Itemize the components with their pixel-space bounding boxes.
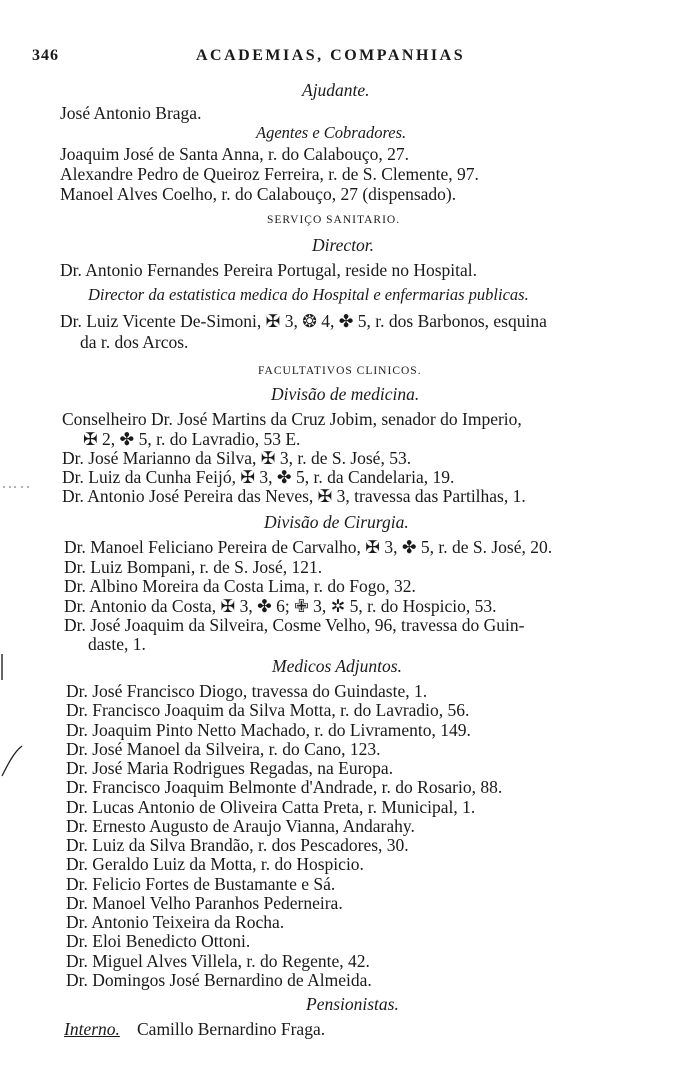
entry-line: Dr. Antonio Fernandes Pereira Portugal, reside no Hospital. xyxy=(60,260,478,280)
entry-line: Dr. Joaquim Pinto Netto Machado, r. do Livramento, 149. xyxy=(66,720,471,740)
entry-line: Dr. Francisco Joaquim Belmonte d'Andrade, r. do Rosario, 88. xyxy=(66,777,503,797)
entry-line: Dr. Eloi Benedicto Ottoni. xyxy=(66,931,251,951)
entry-line: Alexandre Pedro de Queiroz Ferreira, r. de S. Clemente, 97. xyxy=(60,164,479,184)
entry-line: Dr. José Maria Rodrigues Regadas, na Europa. xyxy=(66,758,394,778)
entry-line: Dr. José Joaquim da Silveira, Cosme Velho, 96, travessa do Guin- xyxy=(64,615,525,635)
section-heading-ajudante: Ajudante. xyxy=(302,80,370,100)
entry-line: Dr. Manoel Feliciano Pereira de Carvalho, ✠ 3, ✤ 5, r. de S. José, 20. xyxy=(64,537,553,557)
section-heading-cirurgia: Divisão de Cirurgia. xyxy=(264,512,409,532)
section-heading-agentes: Agentes e Cobradores. xyxy=(256,123,407,142)
entry-line: Joaquim José de Santa Anna, r. do Calabouço, 27. xyxy=(60,144,409,164)
entry-line: Manoel Alves Coelho, r. do Calabouço, 27 (dispensado). xyxy=(60,184,457,204)
entry-line: Dr. Felicio Fortes de Bustamante e Sá. xyxy=(66,874,336,894)
entry-line: Dr. Luiz da Silva Brandão, r. dos Pescadores, 30. xyxy=(66,835,409,855)
entry-line: Dr. Luiz Vicente De-Simoni, ✠ 3, ❂ 4, ✤ 5, r. dos Barbonos, esquina xyxy=(60,311,547,331)
entry-line: Camillo Bernardino Fraga. xyxy=(137,1019,326,1039)
margin-dots xyxy=(0,483,34,491)
entry-line: Dr. José Manoel da Silveira, r. do Cano, 123. xyxy=(66,739,381,759)
section-heading-director: Director. xyxy=(312,235,375,255)
section-heading-servico-sanitario: SERVIÇO SANITARIO. xyxy=(267,214,401,226)
entry-line: Dr. Lucas Antonio de Oliveira Catta Preta, r. Municipal, 1. xyxy=(66,797,476,817)
entry-line: Dr. Geraldo Luiz da Motta, r. do Hospicio. xyxy=(66,854,364,874)
entry-line-continuation: daste, 1. xyxy=(88,634,146,654)
entry-line-continuation: ✠ 2, ✤ 5, r. do Lavradio, 53 E. xyxy=(83,429,301,449)
section-heading-pensionistas: Pensionistas. xyxy=(306,994,399,1014)
margin-edge-mark xyxy=(0,652,6,682)
entry-line: Dr. Antonio da Costa, ✠ 3, ✤ 6; ✙ 3, ✲ 5, r. do Hospicio, 53. xyxy=(64,596,497,616)
entry-line: Dr. Domingos José Bernardino de Almeida. xyxy=(66,970,372,990)
interno-label: Interno. xyxy=(64,1019,120,1039)
entry-line: Dr. Luiz da Cunha Feijó, ✠ 3, ✤ 5, r. da Candelaria, 19. xyxy=(62,467,455,487)
entry-line: Conselheiro Dr. José Martins da Cruz Jobim, senador do Imperio, xyxy=(62,409,522,429)
entry-line: Dr. Miguel Alves Villela, r. do Regente, 42. xyxy=(66,951,370,971)
entry-line: Dr. Francisco Joaquim da Silva Motta, r. do Lavradio, 56. xyxy=(66,700,470,720)
entry-line: Dr. Antonio José Pereira das Neves, ✠ 3, travessa das Partilhas, 1. xyxy=(62,486,526,506)
entry-line-continuation: da r. dos Arcos. xyxy=(80,332,189,352)
entry-line: Dr. José Francisco Diogo, travessa do Guindaste, 1. xyxy=(66,681,428,701)
entry-line: José Antonio Braga. xyxy=(60,103,202,123)
section-heading-facultativos: FACULTATIVOS CLINICOS. xyxy=(258,365,422,377)
running-title: ACADEMIAS, COMPANHIAS xyxy=(196,47,466,64)
entry-line: Dr. Luiz Bompani, r. de S. José, 121. xyxy=(64,557,323,577)
page-number: 346 xyxy=(32,47,59,64)
entry-line: Dr. José Marianno da Silva, ✠ 3, r. de S. José, 53. xyxy=(62,448,412,468)
section-heading-medicos-adjuntos: Medicos Adjuntos. xyxy=(272,656,402,676)
section-heading-director-estatistica: Director da estatistica medica do Hospital e enfermarias publicas. xyxy=(88,285,529,304)
entry-line: Dr. Manoel Velho Paranhos Pederneira. xyxy=(66,893,343,913)
entry-line: Dr. Albino Moreira da Costa Lima, r. do Fogo, 32. xyxy=(64,576,416,596)
entry-line: Dr. Ernesto Augusto de Araujo Vianna, Andarahy. xyxy=(66,816,415,836)
section-heading-medicina: Divisão de medicina. xyxy=(271,384,420,404)
margin-pen-stroke xyxy=(0,740,26,780)
entry-line: Dr. Antonio Teixeira da Rocha. xyxy=(66,912,285,932)
